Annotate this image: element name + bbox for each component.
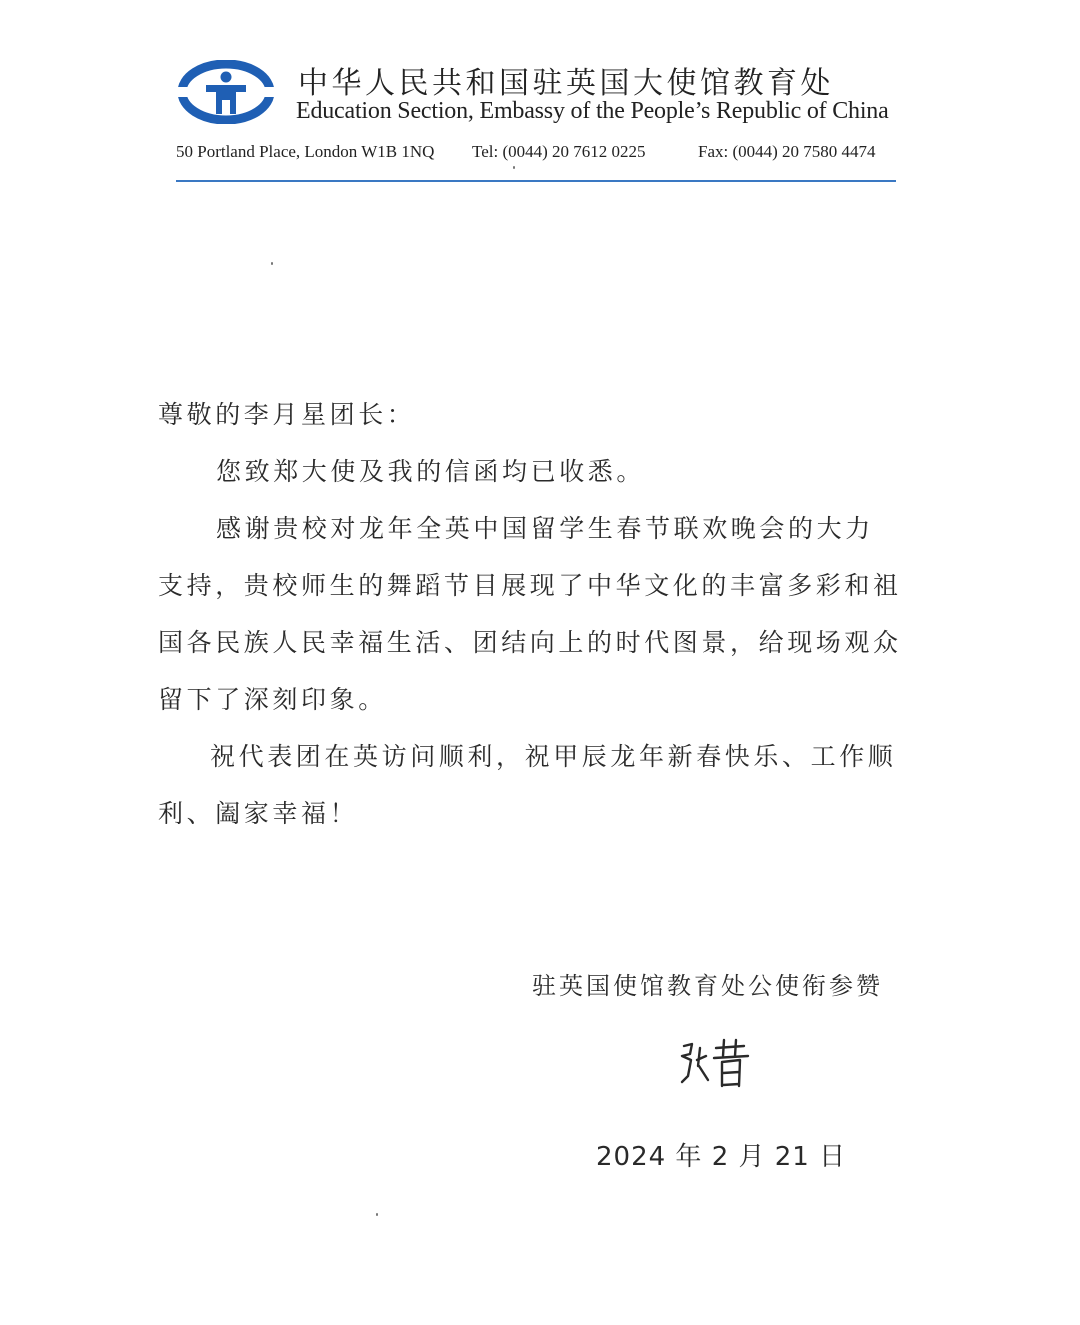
paragraph-2-line-4: 留下了深刻印象。	[158, 685, 387, 714]
scan-speck	[513, 166, 515, 169]
paragraph-3-line-2: 利、阖家幸福！	[158, 799, 359, 828]
letter-date: 2024 年 2 月 21 日	[596, 1142, 847, 1172]
sender-title: 驻英国使馆教育处公使衔参赞	[532, 972, 883, 1000]
org-name-chinese: 中华人民共和国驻英国大使馆教育处	[298, 66, 834, 101]
letterhead-divider	[176, 180, 896, 182]
paragraph-2-line-3: 国各民族人民幸福生活、团结向上的时代图景，给现场观众	[158, 628, 902, 657]
org-name-english: Education Section, Embassy of the People’s Republic of China	[296, 98, 889, 124]
paragraph-2-line-2: 支持，贵校师生的舞蹈节目展现了中华文化的丰富多彩和祖	[158, 571, 902, 600]
telephone: Tel: (0044) 20 7612 0225	[472, 142, 646, 161]
scan-speck	[271, 262, 273, 265]
address: 50 Portland Place, London W1B 1NQ	[176, 142, 435, 161]
fax: Fax: (0044) 20 7580 4474	[698, 142, 876, 161]
handwritten-signature	[678, 1038, 750, 1090]
paragraph-1: 您致郑大使及我的信函均已收悉。	[216, 457, 646, 486]
salutation: 尊敬的李月星团长：	[158, 400, 416, 429]
paragraph-3-line-1: 祝代表团在英访问顺利，祝甲辰龙年新春快乐、工作顺	[210, 742, 897, 771]
scan-speck	[376, 1213, 378, 1216]
paragraph-2-line-1: 感谢贵校对龙年全英中国留学生春节联欢晚会的大力	[216, 514, 874, 543]
embassy-education-logo	[178, 60, 274, 124]
